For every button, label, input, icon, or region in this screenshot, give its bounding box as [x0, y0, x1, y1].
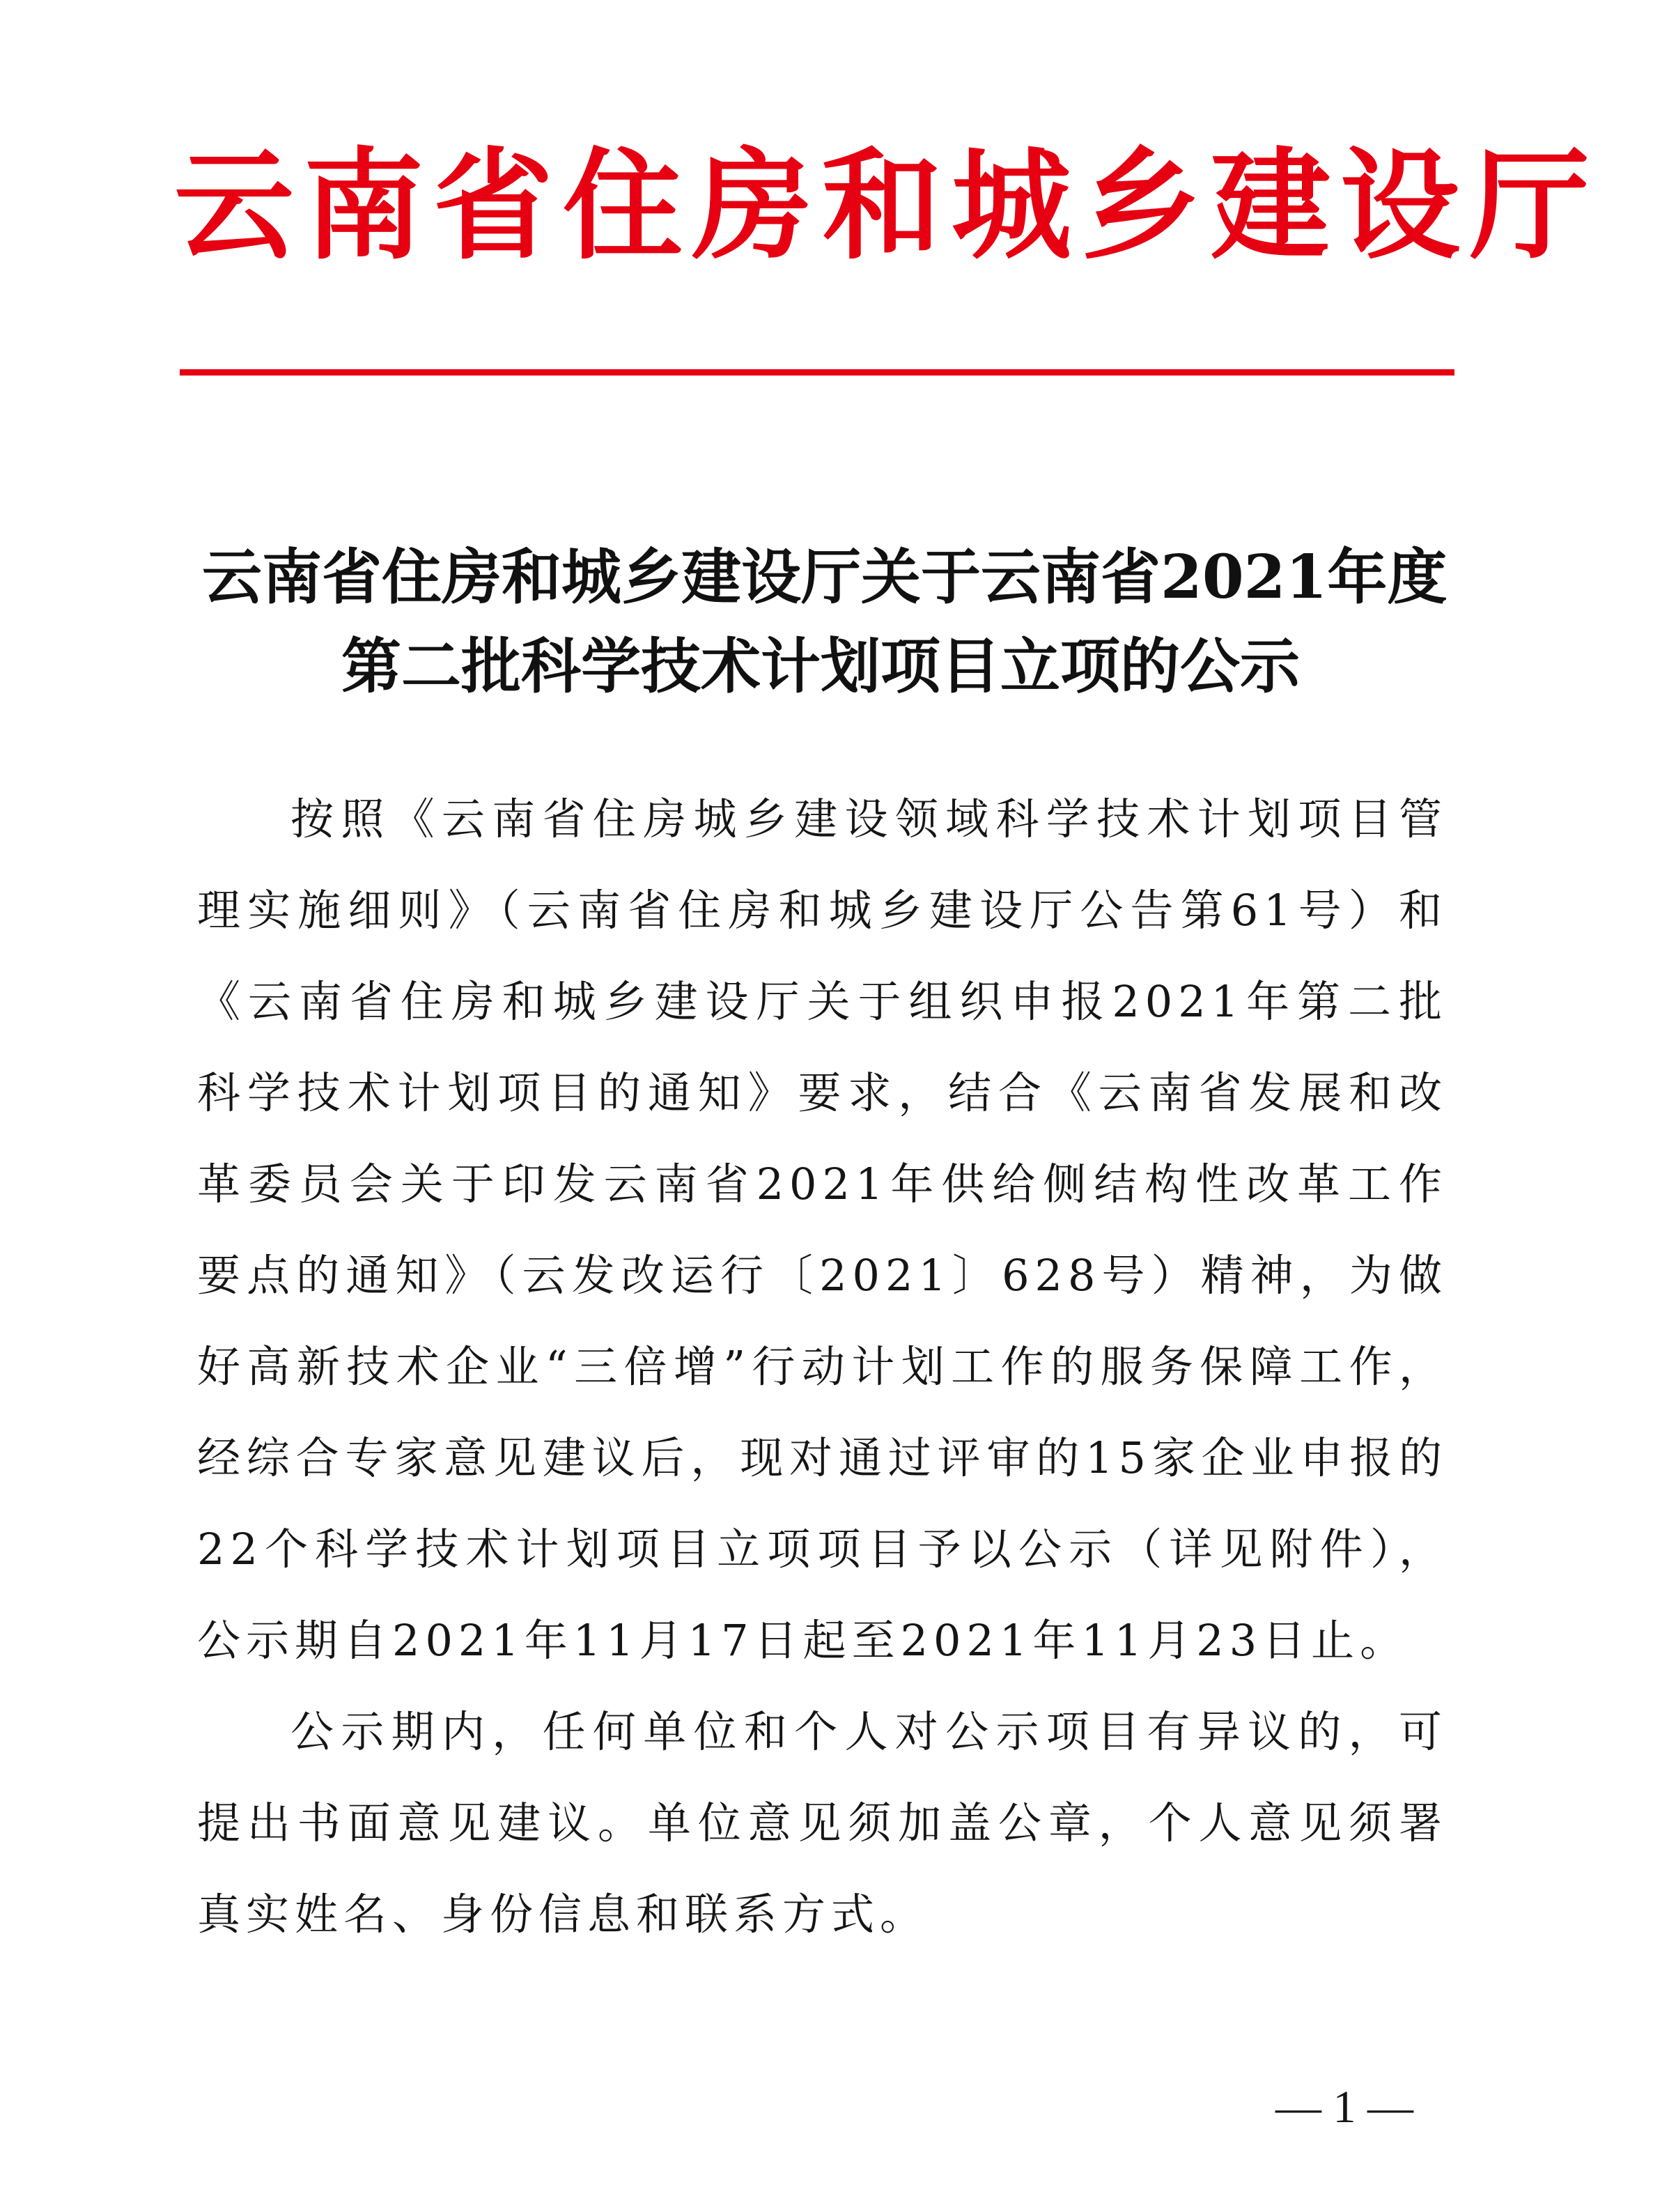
document-body [197, 773, 1448, 1960]
document-title-line-2: 第二批科学技术计划项目立项的公示 [341, 631, 1300, 702]
red-divider-line [180, 369, 1454, 376]
document-title-line-1: 云南省住房和城乡建设厅关于云南省2021年度 [202, 542, 1448, 612]
letterhead-issuer: 云南省住房和城乡建设厅 [174, 134, 1599, 276]
body-paragraph-1: 按照《云南省住房城乡建设领域科学技术计划项目管理实施细则》（云南省住房和城乡建设厅公告第61号）和《云南省住房和城乡建设厅关于组织申报2021年第二批科学技术计划项目的通知》要求，结合《云南省发展和改革委员会关于印发云南省2021年供给侧结构性改革工作要点的通知》（云发改运行〔2021〕628号）精神，为做好高新技术企业“三倍增”行动计划工作的服务保障工作，经综合专家意见建议后，现对通过评审的15家企业申报的22个科学技术计划项目立项项目予以公示（详见附件），公示期自2021年11月17日起至2021年11月23日止。 [197, 794, 1448, 1666]
body-paragraph-2: 公示期内，任何单位和个人对公示项目有异议的，可提出书面意见建议。单位意见须加盖公章，个人意见须署真实姓名、身份信息和联系方式。 [197, 1706, 1448, 1940]
document-title [202, 533, 1456, 711]
page-number: — 1 — [1275, 2082, 1413, 2133]
